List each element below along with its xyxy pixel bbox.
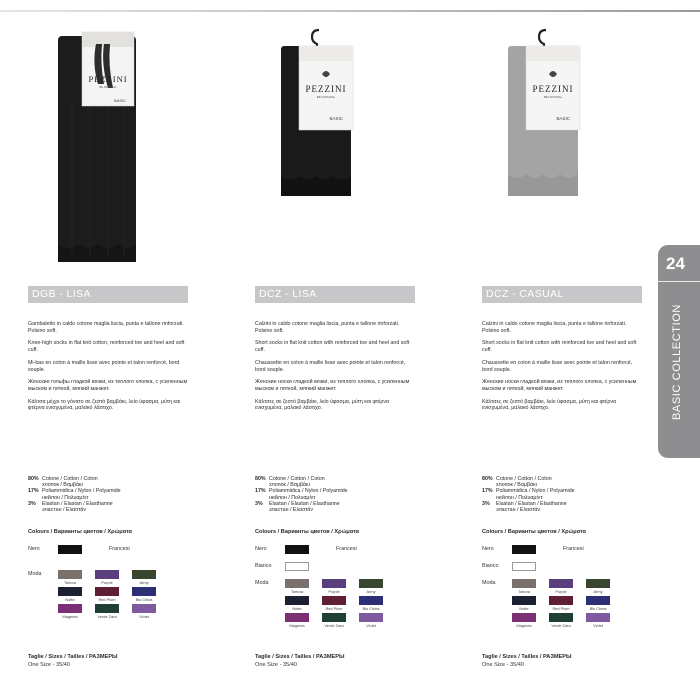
svg-text:BASIC: BASIC bbox=[113, 98, 126, 103]
swatch-nero[interactable] bbox=[512, 545, 536, 554]
swatch-moda[interactable] bbox=[512, 596, 536, 605]
swatch-bianco[interactable] bbox=[512, 562, 536, 571]
desc-gr: Κάλτσες σε ζεστό βαμβάκι, λείο ύφασμα, μύτη και φτέρνα ενισχυμένα, μαλακό λάστιχο. bbox=[482, 398, 617, 412]
composition-pct: 80% bbox=[28, 476, 39, 482]
composition-text bbox=[269, 501, 425, 513]
composition-main: Cotone / Cotton / Coton bbox=[42, 476, 98, 482]
swatch-moda[interactable] bbox=[132, 587, 156, 596]
swatch-moda[interactable] bbox=[58, 587, 82, 596]
composition-sub: эластан / Ελαστάν bbox=[496, 507, 541, 514]
product-code-bar: DCZ - LISA bbox=[255, 286, 415, 303]
product-description bbox=[255, 321, 415, 412]
swatch-moda[interactable] bbox=[285, 579, 309, 588]
swatch-label: Magenta bbox=[289, 623, 305, 628]
swatch-label: Verde Zara bbox=[551, 623, 571, 628]
composition-pct: 17% bbox=[28, 488, 39, 495]
sizes-value: One Size - 35/40 bbox=[255, 662, 297, 668]
tab-divider bbox=[658, 281, 700, 282]
svg-text:BE NATURAL: BE NATURAL bbox=[316, 95, 336, 99]
swatch-label: Blu China bbox=[589, 606, 607, 611]
composition-text bbox=[496, 488, 652, 500]
product-column-dcz-lisa bbox=[255, 0, 440, 700]
swatch-moda[interactable] bbox=[359, 579, 383, 588]
label-francesi: Francesi bbox=[109, 546, 130, 552]
composition-sub: нейлон / Πολυαμίντ bbox=[269, 494, 316, 501]
label-moda: Moda bbox=[482, 580, 496, 586]
swatch-label: Blu China bbox=[362, 606, 380, 611]
swatch-moda[interactable] bbox=[58, 604, 82, 613]
swatch-label: Notte bbox=[519, 606, 529, 611]
composition-row bbox=[482, 488, 652, 500]
product-column-dcz-casual bbox=[482, 0, 667, 700]
label-francesi: Francesi bbox=[563, 546, 584, 552]
swatch-moda[interactable] bbox=[586, 596, 610, 605]
swatch-moda[interactable] bbox=[586, 579, 610, 588]
product-description bbox=[28, 321, 188, 412]
swatch-moda[interactable] bbox=[512, 579, 536, 588]
swatch-bianco[interactable] bbox=[285, 562, 309, 571]
swatch-label: Army bbox=[593, 589, 603, 594]
desc-fr: Mi-bas en coton à maille lisse avec pointe et talon renforcé, bord souple. bbox=[28, 359, 180, 373]
swatch-label: Purple bbox=[555, 589, 567, 594]
swatch-moda[interactable] bbox=[549, 579, 573, 588]
label-moda: Moda bbox=[28, 571, 42, 577]
svg-text:BE NATURAL: BE NATURAL bbox=[543, 95, 563, 99]
composition-sub: эластан / Ελαστάν bbox=[269, 507, 314, 514]
composition-row bbox=[255, 488, 425, 500]
desc-ru: Женские носки гладкой вязки, из теплого хлопка, с усиленным мыском и пяткой, мягкий манжет. bbox=[255, 379, 410, 392]
composition-sub: нейлон / Πολυαμίντ bbox=[496, 494, 543, 501]
composition-pct: 80% bbox=[255, 476, 266, 482]
label-nero: Nero bbox=[28, 546, 40, 552]
composition-text bbox=[496, 476, 652, 488]
swatch-label: Violet bbox=[593, 623, 603, 628]
page-number: 24 bbox=[666, 254, 685, 273]
composition-main: Elastan / Elastan / Elasthanne bbox=[496, 500, 567, 507]
colours-title: Colours / Варианты цветов / Χρώματα bbox=[28, 529, 132, 535]
swatch-moda[interactable] bbox=[322, 613, 346, 622]
sizes-value: One Size - 35/40 bbox=[482, 662, 524, 668]
swatch-moda[interactable] bbox=[95, 604, 119, 613]
composition-sub: хлопок / Βαμβάκι bbox=[269, 482, 310, 489]
composition-main: Elastan / Elastan / Elasthanne bbox=[269, 500, 340, 507]
label-nero: Nero bbox=[482, 546, 494, 552]
swatch-label: Notte bbox=[292, 606, 302, 611]
composition-row bbox=[255, 476, 425, 488]
label-francesi: Francesi bbox=[336, 546, 357, 552]
swatch-label: Verde Zara bbox=[97, 614, 117, 619]
desc-en: Short socks in flat knit cotton with reinforced toe and heel and soft cuff. bbox=[482, 340, 637, 354]
composition-row bbox=[28, 476, 198, 488]
swatch-label: Notte bbox=[65, 597, 75, 602]
desc-it: Calzini in caldo cotone maglia liscia, punta e tallone rinforzati. Polsino soft. bbox=[255, 321, 400, 334]
composition-pct: 3% bbox=[482, 500, 490, 507]
swatch-moda[interactable] bbox=[359, 613, 383, 622]
composition-main: Poliammidica / Nylon / Polyamide bbox=[269, 488, 348, 495]
svg-text:BASIC: BASIC bbox=[556, 116, 570, 121]
composition-pct: 17% bbox=[255, 488, 266, 495]
composition-sub: хлопок / Βαμβάκι bbox=[42, 482, 83, 489]
composition bbox=[28, 476, 198, 513]
swatch-label: Magenta bbox=[62, 614, 78, 619]
swatch-label: Verde Zara bbox=[324, 623, 344, 628]
swatch-label: Tortora bbox=[517, 589, 531, 594]
composition-sub: эластан / Ελαστάν bbox=[42, 507, 87, 514]
swatch-moda[interactable] bbox=[95, 587, 119, 596]
page-tab bbox=[658, 245, 700, 458]
swatch-moda[interactable] bbox=[132, 604, 156, 613]
swatch-label: Army bbox=[366, 589, 376, 594]
swatch-label: Red Plum bbox=[552, 606, 570, 611]
composition bbox=[255, 476, 425, 513]
swatch-moda[interactable] bbox=[359, 596, 383, 605]
swatch-moda[interactable] bbox=[132, 570, 156, 579]
swatch-nero[interactable] bbox=[285, 545, 309, 554]
swatch-moda[interactable] bbox=[285, 613, 309, 622]
colours-title: Colours / Варианты цветов / Χρώματα bbox=[482, 529, 586, 535]
svg-text:BE NATURAL: BE NATURAL bbox=[99, 85, 117, 89]
desc-en: Knee-high socks in flat knit cotton, reinforced toe and heel and soft cuff. bbox=[28, 340, 185, 354]
composition-text bbox=[269, 488, 425, 500]
product-code-bar: DGB - LISA bbox=[28, 286, 188, 303]
composition-pct: 80% bbox=[482, 476, 493, 482]
desc-ru: Женские носки гладкой вязки, из теплого хлопка, с усиленным мыском и пяткой, мягкий манжет. bbox=[482, 379, 637, 392]
swatch-moda[interactable] bbox=[58, 570, 82, 579]
swatch-moda[interactable] bbox=[322, 579, 346, 588]
composition-row bbox=[28, 501, 198, 513]
sizes-title: Taglie / Sizes / Tailles / РАЗМЕРЫ bbox=[255, 654, 345, 660]
swatch-label: Purple bbox=[328, 589, 340, 594]
swatch-label: Purple bbox=[101, 580, 113, 585]
desc-en: Short socks in flat knit cotton with reinforced toe and heel and soft cuff. bbox=[255, 340, 410, 354]
label-moda: Moda bbox=[255, 580, 269, 586]
composition-sub: нейлон / Πολυαμίντ bbox=[42, 494, 89, 501]
desc-gr: Κάλτσες σε ζεστό βαμβάκι, λείο ύφασμα, μύτη και φτέρνα ενισχυμένα, μαλακό λάστιχο. bbox=[255, 398, 390, 412]
svg-text:BASIC: BASIC bbox=[329, 116, 343, 121]
swatch-label: Red Plum bbox=[98, 597, 116, 602]
swatch-moda[interactable] bbox=[549, 596, 573, 605]
sizes-value: One Size - 35/40 bbox=[28, 662, 70, 668]
product-image-knee-high bbox=[52, 24, 142, 274]
svg-text:PEZZINI: PEZZINI bbox=[532, 84, 574, 94]
desc-gr: Κάλτσα μέχρι το γόνατο σε ζεστό βαμβάκι, λείο ύφασμα, μύτη και φτέρνα ενισχυμένα, μαλακό λάστιχο. bbox=[28, 398, 181, 412]
product-column-dgb-lisa bbox=[28, 0, 213, 700]
swatch-label: Army bbox=[139, 580, 149, 585]
swatch-moda[interactable] bbox=[512, 613, 536, 622]
composition-main: Cotone / Cotton / Coton bbox=[269, 476, 325, 482]
product-image-short-sock-grey bbox=[504, 28, 588, 208]
swatch-label: Violet bbox=[139, 614, 149, 619]
swatch-label: Tortora bbox=[290, 589, 304, 594]
composition-main: Cotone / Cotton / Coton bbox=[496, 476, 552, 482]
sizes-title: Taglie / Sizes / Tailles / РАЗМЕРЫ bbox=[482, 654, 572, 660]
swatch-label: Violet bbox=[366, 623, 376, 628]
composition-main: Poliammidica / Nylon / Polyamide bbox=[496, 488, 575, 495]
swatch-label: Magenta bbox=[516, 623, 532, 628]
composition-row bbox=[28, 488, 198, 500]
composition-text bbox=[42, 476, 198, 488]
desc-it: Calzini in caldo cotone maglia liscia, punta e tallone rinforzati. Polsino soft. bbox=[482, 321, 627, 334]
desc-it: Gambaletto in caldo cotone maglia liscia, punta e tallone rinforzati. Polsino soft. bbox=[28, 321, 184, 334]
composition-pct: 17% bbox=[482, 488, 493, 495]
swatch-moda[interactable] bbox=[285, 596, 309, 605]
swatch-moda[interactable] bbox=[549, 613, 573, 622]
composition-pct: 3% bbox=[28, 500, 36, 507]
composition bbox=[482, 476, 652, 513]
product-code-bar: DCZ - CASUAL bbox=[482, 286, 642, 303]
label-nero: Nero bbox=[255, 546, 267, 552]
swatch-moda[interactable] bbox=[95, 570, 119, 579]
desc-fr: Chaussette en coton à maille lisse avec pointe et talon renforcé, bord souple. bbox=[482, 359, 633, 373]
swatch-moda[interactable] bbox=[322, 596, 346, 605]
desc-ru: Женские гольфы гладкой вязки, из теплого хлопка, с усиленным мыском и пяткой, мягкий манжет. bbox=[28, 379, 188, 392]
colours-title: Colours / Варианты цветов / Χρώματα bbox=[255, 529, 359, 535]
composition-main: Poliammidica / Nylon / Polyamide bbox=[42, 488, 121, 495]
desc-fr: Chaussette en coton à maille lisse avec pointe et talon renforcé, bord souple. bbox=[255, 359, 406, 373]
composition-row bbox=[482, 501, 652, 513]
composition-row bbox=[482, 476, 652, 488]
swatch-nero[interactable] bbox=[58, 545, 82, 554]
composition-main: Elastan / Elastan / Elasthanne bbox=[42, 500, 113, 507]
composition-text bbox=[42, 488, 198, 500]
composition-pct: 3% bbox=[255, 500, 263, 507]
composition-row bbox=[255, 501, 425, 513]
sizes-title: Taglie / Sizes / Tailles / РАЗМЕРЫ bbox=[28, 654, 118, 660]
swatch-moda[interactable] bbox=[586, 613, 610, 622]
swatch-label: Tortora bbox=[63, 580, 77, 585]
label-bianco: Bianco bbox=[482, 563, 499, 569]
product-description bbox=[482, 321, 642, 412]
composition-text bbox=[42, 501, 198, 513]
product-image-short-sock-black bbox=[277, 28, 361, 208]
composition-sub: хлопок / Βαμβάκι bbox=[496, 482, 537, 489]
svg-text:PEZZINI: PEZZINI bbox=[88, 74, 128, 84]
label-bianco: Bianco bbox=[255, 563, 272, 569]
composition-text bbox=[496, 501, 652, 513]
section-title: BASIC COLLECTION bbox=[671, 304, 683, 420]
swatch-label: Blu China bbox=[135, 597, 153, 602]
composition-text bbox=[269, 476, 425, 488]
svg-text:PEZZINI: PEZZINI bbox=[305, 84, 347, 94]
swatch-label: Red Plum bbox=[325, 606, 343, 611]
